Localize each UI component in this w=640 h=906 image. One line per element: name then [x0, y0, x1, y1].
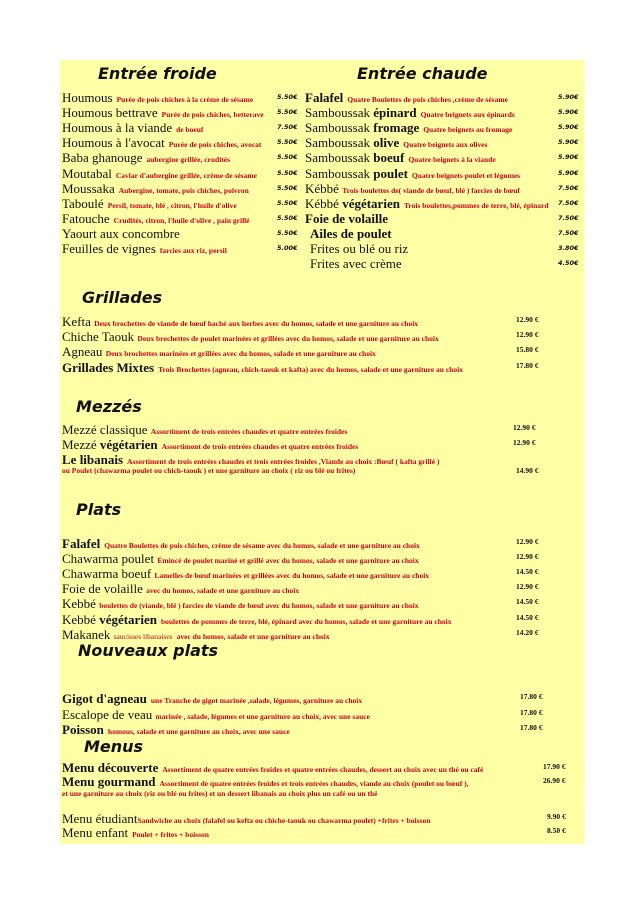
item-name: [305, 90, 343, 105]
item-description: marinée , salade, légumes et une garniture au choix, avec une sauce: [155, 711, 370, 721]
item-name: [62, 707, 155, 722]
item-name: Houmous bettrave: [62, 105, 158, 121]
item-name: Yaourt aux concombre: [62, 225, 180, 241]
item-name-bold: Grillades Mixtes: [62, 359, 155, 375]
item-description: Quatre beignets aux olives: [403, 140, 488, 150]
item-name: [62, 551, 157, 566]
item-name-bold: Gigot d'agneau: [62, 691, 147, 706]
item-name-bold: végétarien: [342, 195, 400, 211]
item-price: 26.90 €: [543, 776, 566, 785]
cold-starter-row: [62, 240, 227, 258]
item-price: 4.50€: [558, 259, 579, 268]
item-name-plain: Kefta: [62, 314, 91, 329]
item-name: [305, 150, 404, 165]
item-price: 5.90€: [558, 138, 579, 147]
item-name: Houmous à l'avocat: [62, 135, 165, 151]
item-price: 14.50 €: [516, 567, 539, 577]
item-name: Moussaka: [62, 180, 115, 196]
item-name-plain: Kebbé: [62, 596, 96, 612]
item-name: [310, 256, 402, 271]
item-name: Moutabal: [62, 165, 112, 181]
item-description: Poulet + frites + boisson: [132, 830, 209, 839]
item-price: 5.50€: [277, 93, 298, 101]
item-name-bold: fromage: [373, 120, 420, 136]
item-price: 12.90 €: [516, 330, 539, 340]
item-name: Menu enfant: [62, 825, 129, 840]
item-price: 5.50€: [277, 108, 298, 117]
item-description: Aubergine, tomate, pois chiches, poivron: [118, 185, 249, 195]
section-title-entree-froide: Entrée froide: [98, 64, 217, 83]
item-price: 8.50 €: [547, 826, 566, 835]
item-name-plain: Frites ou blé ou riz: [310, 241, 409, 256]
grill-row: [62, 359, 463, 377]
item-name-plain: Makanek: [62, 626, 111, 642]
item-price: 5.50€: [277, 168, 298, 177]
item-price: 17.80 €: [520, 707, 543, 717]
item-name-bold: Foie de volaille: [305, 210, 389, 226]
item-price: 14.20 €: [516, 627, 539, 637]
item-price: 7.50€: [558, 183, 579, 192]
item-name-plain: Escalope de veau: [62, 706, 153, 722]
item-name: [62, 612, 157, 627]
item-price: 17.80 €: [516, 360, 539, 370]
item-name-plain: Samboussak: [305, 120, 370, 136]
item-price: 5.90€: [558, 108, 579, 117]
hot-starter-row: [310, 255, 402, 273]
item-name-plain: Kebbé: [62, 611, 96, 627]
item-description-continued: ou Poulet (chawarma poulet ou chich-taouk ) et une garniture au choix ( riz ou blé ou frites): [62, 466, 356, 475]
item-price: 5.90€: [558, 153, 579, 162]
item-name-plain: Mezzé: [62, 437, 97, 452]
item-name: [62, 566, 154, 581]
item-price: 12.90 €: [513, 423, 536, 432]
item-name-plain: Kébbé: [305, 195, 339, 211]
item-price: 14.90 €: [516, 466, 539, 475]
item-price: 5.90€: [558, 123, 579, 132]
item-name-bold: Ailes de poulet: [310, 225, 392, 241]
item-price: 9.90 €: [547, 812, 566, 821]
item-name-plain: Chiche Taouk: [62, 329, 135, 345]
section-title-nouveaux-plats: Nouveaux plats: [78, 641, 219, 660]
item-price: 5.90€: [558, 93, 579, 101]
item-description: Sandwiche au choix (falafel ou kefta ou chiche-taouk ou chawarma poulet) +frites + boisson: [137, 816, 431, 825]
item-name-plain: Samboussak: [305, 165, 370, 181]
item-name-bold: Falafel: [62, 536, 101, 551]
item-name: [305, 196, 400, 211]
item-name: [305, 120, 419, 135]
item-price: 5.90€: [558, 168, 579, 177]
item-name-bold: végétarien: [99, 437, 158, 452]
item-price: 14.50 €: [516, 597, 539, 607]
item-price: 12.90 €: [516, 537, 539, 546]
item-price: 17.80 €: [520, 723, 543, 732]
item-description: Purée de pois chiches, betterave: [161, 110, 264, 120]
item-name-bold: épinard: [373, 105, 417, 121]
item-price: 17.90 €: [543, 762, 566, 771]
item-name: Menu découverte: [62, 760, 159, 775]
item-price: 14.50 €: [516, 612, 539, 622]
item-description: Assortiment de quatre entrées froides et quatre entrées chaudes, dessert au choix avec un thé ou café: [162, 765, 484, 774]
item-name-bold: olive: [373, 135, 400, 151]
item-name: Houmous à la viande: [62, 120, 173, 136]
item-name-plain: Chawarma boeuf: [62, 566, 152, 582]
menu-item-enfant: [62, 824, 209, 842]
item-price: 12.90 €: [516, 315, 539, 324]
item-description: Lamelles de bœuf marinées et grillées avec du homos, salade et une garniture au choix: [154, 571, 430, 581]
item-description: Quatre beignets au fromage: [423, 125, 513, 135]
item-name: [62, 596, 99, 611]
item-name: [310, 226, 392, 241]
section-title-entree-chaude: Entrée chaude: [357, 64, 488, 83]
item-name-plain: Samboussak: [305, 150, 370, 166]
item-name: [310, 241, 408, 256]
item-description: Quatre beignets poulet et légumes: [411, 170, 521, 180]
item-name-plain: Foie de volaille: [62, 581, 143, 597]
item-price: 7.50€: [558, 198, 579, 207]
item-name: [305, 181, 342, 196]
item-description: une Tranche de gigot marinée ,salade, légumes, garniture au choix: [150, 696, 363, 705]
item-description-plain: saucisses libanaises: [113, 631, 173, 641]
item-name: [62, 329, 137, 344]
item-name: Houmous: [62, 90, 113, 105]
item-name-plain: Samboussak: [305, 105, 370, 121]
item-description: avec du homos, salade et une garniture au choix: [176, 631, 330, 641]
item-description: Quatre beignets à la viande: [408, 155, 496, 165]
item-description: boulettes de (viande, blé ) farcies de viande de bœuf avec du homos, salade et une garniture au choix: [99, 601, 419, 611]
item-name: [62, 314, 94, 329]
item-name: Baba ghanouge: [62, 150, 143, 166]
item-name-bold: végétarien: [99, 611, 157, 627]
item-description: Quatre beignets aux épinards: [420, 110, 515, 120]
item-name: Taboulé: [62, 195, 104, 211]
item-name: [62, 722, 104, 737]
item-name: [305, 135, 399, 150]
section-title-plats: Plats: [76, 500, 122, 519]
item-name: [62, 437, 158, 452]
item-description: Assortiment de trois entrées chaudes et quatre entrées froides: [161, 442, 359, 451]
item-name: [62, 344, 106, 359]
item-price: 17.80 €: [520, 692, 543, 701]
item-name-bold: Falafel: [305, 90, 344, 105]
item-price: 12.90 €: [516, 552, 539, 562]
item-description: Assortiment de trois entrées chaudes et trois entrées froides ,Viande au choix :Bœuf ( kafta grillé ): [127, 457, 440, 466]
item-description: farcies aux riz, persil: [159, 246, 227, 255]
item-price: 7.50€: [558, 213, 579, 222]
item-description: Quatre Boulettes de pois chiches ,crème de sésame: [347, 95, 508, 104]
item-name-plain: Frites avec crème: [310, 256, 402, 272]
item-price: 5.50€: [277, 153, 298, 162]
item-description: avec du homos, salade et une garniture au choix: [146, 586, 300, 596]
item-name: [62, 691, 147, 706]
section-title-grillades: Grillades: [82, 288, 163, 307]
item-description: Assortiment de trois entrées chaudes et quatre entrées froides: [150, 427, 348, 436]
item-name: [305, 211, 388, 226]
item-price: 5.50€: [277, 138, 298, 147]
item-description: Émincé de poulet mariné et grillé avec du homos, salade et une garniture au choix: [157, 556, 419, 566]
item-name: Fatouche: [62, 210, 110, 226]
item-description: Assortiment de quatre entrées froides et trois entrées chaudes, viande au choix (poulet ou bœuf ),: [159, 779, 469, 788]
item-description: Quatre Boulettes de pois chiches, crème de sésame avec du homos, salade et une garniture au choix: [104, 541, 420, 550]
item-description: Deux brochettes de viande de bœuf haché aux herbes avec du homos, salade et une garniture au choix: [94, 319, 419, 328]
item-description: Trois boulettes,pommes de terre, blé, épinard: [403, 200, 549, 210]
item-name: Le libanais: [62, 452, 124, 467]
item-description-continued: et une garniture au choix (riz ou blé ou frites) et un dessert libanais au choix plus un café ou un thé: [62, 789, 378, 798]
item-description: Purée de pois chiches, avocat: [168, 140, 262, 150]
item-name: [62, 581, 146, 596]
item-name-plain: Samboussak: [305, 135, 370, 151]
item-price: 15.80 €: [516, 345, 539, 355]
item-name: Menu étudiant: [62, 811, 138, 826]
item-description: boulettes de pommes de terre, blé, épinard avec du homos, salade et une garniture au choix: [160, 616, 452, 626]
item-price: 7.50€: [558, 228, 579, 237]
item-name-bold: Poisson: [62, 722, 104, 737]
item-name-bold: poulet: [373, 165, 408, 181]
item-description: Deux brochettes de poulet marinées et grillées avec du homos, salade et une garniture au choix: [137, 334, 439, 344]
item-description: homous, salade et une garniture au choix, avec une sauce: [107, 727, 290, 736]
item-price: 7.50€: [277, 123, 298, 132]
item-price: 3.80€: [558, 244, 579, 252]
item-name: [62, 536, 100, 551]
item-name: Menu gourmand: [62, 774, 156, 789]
item-price: 5.00€: [277, 244, 298, 252]
section-title-mezzes: Mezzés: [76, 397, 142, 416]
item-description: Trois boulettes de( viande de bœuf, blé ) farcies de bœuf: [342, 185, 520, 195]
item-price: 12.90 €: [513, 438, 536, 447]
item-name-bold: boeuf: [373, 150, 405, 166]
item-price: 5.50€: [277, 183, 298, 192]
item-name: [305, 105, 417, 120]
item-description: aubergine grillée, crudités: [146, 155, 231, 165]
item-name-plain: Agneau: [62, 344, 103, 360]
section-title-menus: Menus: [84, 737, 144, 756]
item-description: Crudités, citron, l'huile d'olive , pain grillé: [113, 215, 250, 225]
item-name: Feuilles de vignes: [62, 241, 156, 256]
item-description: de boeuf: [176, 125, 204, 135]
item-name: [62, 360, 154, 375]
item-description: Trois Brochettes (agneau, chich-taouk et kafta) avec du homos, salade et une garniture au choix: [158, 364, 463, 374]
item-name: [62, 627, 114, 642]
item-name-plain: Chawarma poulet: [62, 551, 155, 567]
item-price: 12.90 €: [516, 582, 539, 592]
item-price: 5.50€: [277, 198, 298, 207]
item-name: [62, 422, 151, 437]
item-description: Persil, tomate, blé , citron, l'huile d'olive: [107, 200, 237, 210]
item-name: [305, 166, 408, 181]
item-name-plain: Mezzé classique: [62, 422, 148, 437]
item-price: 5.50€: [277, 213, 298, 222]
item-name-plain: Kébbé: [305, 180, 339, 196]
item-description: Deux brochettes marinées et grillées avec du homos, salade et une garniture au choix: [105, 349, 376, 359]
item-description: Purée de pois chiches à la crème de sésame: [116, 95, 254, 104]
item-price: 5.50€: [277, 228, 298, 237]
item-description: Caviar d'aubergine grillée, crème de sésame: [115, 170, 257, 180]
